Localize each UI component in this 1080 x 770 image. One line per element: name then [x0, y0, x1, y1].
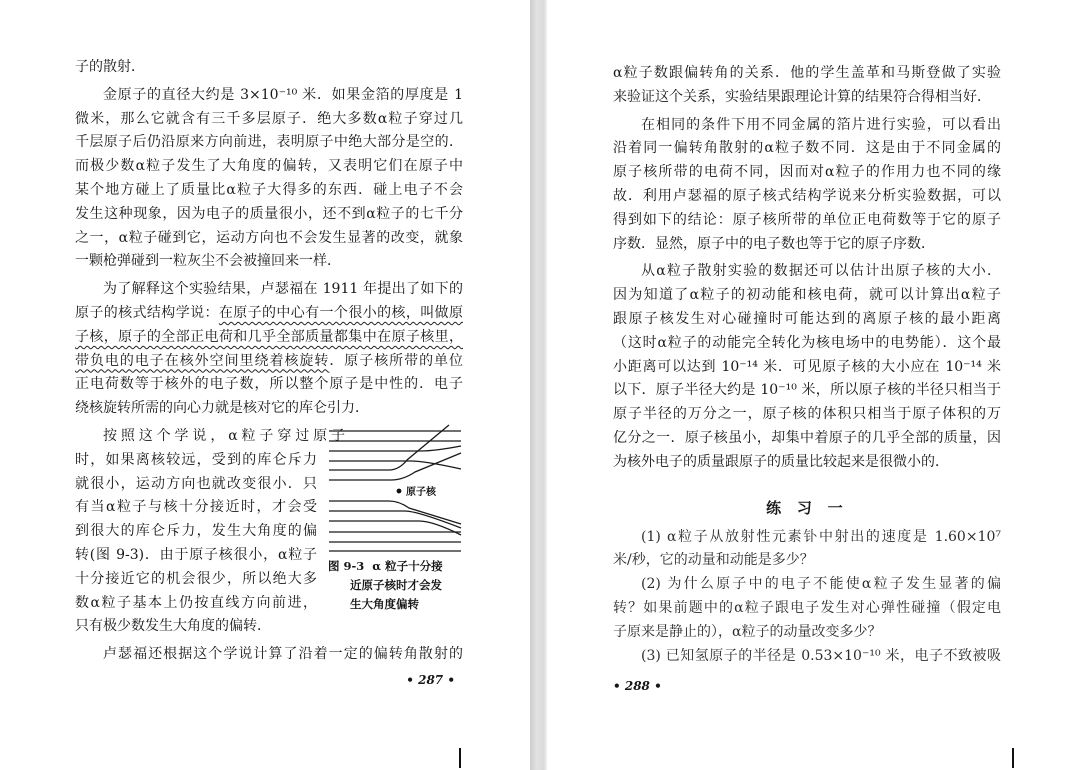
text-line: 到很大的库仑斥力，发生大角度的偏: [75, 523, 317, 540]
paragraph: [75, 643, 463, 667]
text-line: 就很小，运动方向也就改变很小．只: [75, 475, 317, 492]
text-line: 发生这种现象，因为电子的质量很小，还不到α粒子的七千分: [75, 205, 463, 222]
text-line: 转？如果前题中的α粒子跟电子发生对心弹性碰撞（假定电: [613, 599, 1001, 616]
text-line: (2) 为什么原子中的电子不能使α粒子发生显著的偏: [641, 576, 1001, 593]
page-number: • 287 •: [406, 673, 455, 687]
right-paragraphs: [613, 62, 1001, 475]
page-number: • 288 •: [613, 679, 662, 693]
text-line: 在相同的条件下用不同金属的箔片进行实验，可以看出: [641, 116, 1001, 133]
text-line: 米/秒，它的动量和动能是多少？: [613, 552, 814, 569]
exercise-list: [613, 526, 1001, 669]
paragraph: [613, 260, 1001, 474]
alpha-trajectory: [329, 453, 461, 480]
figure-9-3: [323, 422, 463, 617]
text-line: 沿着同一偏转角散射的α粒子数不同．这是由于不同金属的: [613, 140, 1001, 157]
text-line: (3) 已知氢原子的半径是 0.53×10⁻¹⁰ 米，电子不致被吸: [641, 647, 1001, 664]
alpha-trajectory: [329, 461, 461, 469]
exercise-item: [613, 645, 1001, 669]
scan-mark: [1012, 748, 1014, 768]
alpha-trajectory: [329, 521, 461, 535]
figure-caption: [328, 557, 462, 614]
paragraph: [75, 84, 463, 274]
text-line: 按照这个学说，α粒子穿过原子: [103, 427, 345, 444]
page-gutter: [530, 0, 547, 770]
text-line: [75, 326, 463, 350]
text-line: 千层原子后仍沿原来方向前进，表明原子中绝大部分是空的．: [75, 134, 463, 151]
figure-caption-line: 近原子核时才会发: [350, 578, 442, 592]
wavy-underlined-text: 带负电的电子在核外空间里绕着核旋转: [75, 352, 330, 369]
text-line: 从α粒子散射实验的数据还可以估计出原子核的大小．: [641, 263, 1001, 280]
text-line: 一颗枪弹碰到一粒灰尘不会被撞回来一样．: [75, 253, 341, 270]
text-line: 只有极少数发生大角度的偏转．: [75, 618, 271, 635]
text-line: 故．利用卢瑟福的原子核式结构学说来分析实验数据，可以: [613, 187, 1001, 204]
scan-mark: [459, 748, 461, 768]
text-line: (1) α粒子从放射性元素钋中射出的速度是 1.60×10⁷: [641, 528, 1001, 545]
text-line: 原子核所带的电荷不同，因而对α粒子的作用力也不同的缘: [613, 164, 1001, 181]
paragraph: [613, 62, 1001, 110]
exercise-item: [613, 526, 1001, 574]
text-line: 有当α粒子与核十分接近时，才会受: [75, 499, 317, 516]
text-line: [75, 302, 463, 326]
text-line: 金原子的直径大约是 3×10⁻¹⁰ 米．如果金箔的厚度是 1: [103, 86, 463, 103]
text-line: 子原来是静止的），α粒子的动量改变多少？: [613, 623, 882, 640]
alpha-trajectory: [329, 511, 461, 528]
text-line: 卢瑟福还根据这个学说计算了沿着一定的偏转角散射的: [103, 646, 463, 663]
text-line: （这时α粒子的动能完全转化为核电场中的电势能）．这个最: [613, 334, 1001, 351]
figure-caption-line: 生大角度偏转: [350, 597, 419, 611]
nucleus-label: 原子核: [406, 487, 436, 498]
wavy-underlined-text: 在原子的中心有一个很小的核，叫做原: [218, 304, 463, 321]
text-line: 某个地方碰上了质量比α粒子大得多的东西．碰上电子不会: [75, 181, 463, 198]
right-text-column: [613, 62, 1001, 668]
text-line: 来验证这个关系，实验结果跟理论计算的结果符合得相当好．: [613, 88, 991, 105]
right-page: [547, 0, 1080, 770]
text-line: 数α粒子基本上仍按直线方向前进，: [75, 594, 317, 611]
text-line: 转(图 9-3)．由于原子核很小，α粒子: [75, 546, 317, 563]
text-line: 而极少数α粒子发生了大角度的偏转，又表明它们在原子中: [75, 158, 463, 175]
text-line: 原子半径的万分之一，原子核的体积只相当于原子体积的万: [613, 406, 1001, 423]
text-line: 小距离可以达到 10⁻¹⁴ 米．可见原子核的大小应在 10⁻¹⁴ 米: [613, 358, 1001, 375]
text-line: 序数．显然，原子中的电子数也等于它的原子序数．: [613, 235, 935, 252]
wavy-underlined-text: 子核，原子的全部正电荷和几乎全部质量都集中在原子核里，: [75, 328, 463, 345]
paragraph: [75, 56, 463, 80]
scattering-diagram: [325, 422, 465, 554]
text-line: 正电荷数等于核外的电子数，所以整个原子是中性的．电子: [75, 376, 463, 393]
text-line: 绕核旋转所需的向心力就是核对它的库仑引力．: [75, 400, 369, 417]
left-page: [0, 0, 530, 770]
text-line: 十分接近它的机会很少，所以绝大多: [75, 570, 317, 587]
text-line: 跟原子核发生对心碰撞时可能达到的离原子核的最小距离: [613, 310, 1001, 327]
text-line: 因为知道了α粒子的初动能和核电荷，就可以计算出α粒子: [613, 287, 1001, 304]
figure-caption-line: 图 9-3 α 粒子十分接: [328, 559, 443, 573]
text-segment: ．原子核所带的单位: [329, 352, 463, 369]
text-line: 亿分之一．原子核虽小，却集中着原子的几乎全部的质量，因: [613, 429, 1001, 446]
alpha-trajectory: [329, 446, 461, 451]
text-line: 微米，那么它就含有三千多层原子．绝大多数α粒子穿过几: [75, 110, 463, 127]
text-line: 之一，α粒子碰到它，运动方向也不会发生显著的改变，就象: [75, 229, 463, 246]
exercise-item: [613, 573, 1001, 644]
text-line: 子的散射．: [75, 59, 145, 75]
text-line: 以下．原子半径大约是 10⁻¹⁰ 米，所以原子核的半径只相当于: [613, 382, 1001, 399]
text-segment: 原子的核式结构学说：: [75, 304, 219, 321]
nucleus-dot: [397, 489, 402, 494]
text-line: 得到如下的结论：原子核所带的单位正电荷数等于它的原子: [613, 211, 1001, 228]
text-line: 为了解释这个实验结果，卢瑟福在 1911 年提出了如下的: [103, 281, 463, 298]
exercise-heading: 练 习 一: [766, 498, 848, 517]
text-line: 时，如果离核较远，受到的库仑斥力: [75, 451, 317, 468]
text-line: [75, 350, 463, 374]
paragraph: [75, 278, 463, 421]
paragraph: [613, 114, 1001, 257]
text-line: 为核外电子的质量跟原子的质量比较起来是很微小的．: [613, 453, 949, 470]
text-line: α粒子数跟偏转角的关系．他的学生盖革和马斯登做了实验: [613, 65, 1001, 81]
